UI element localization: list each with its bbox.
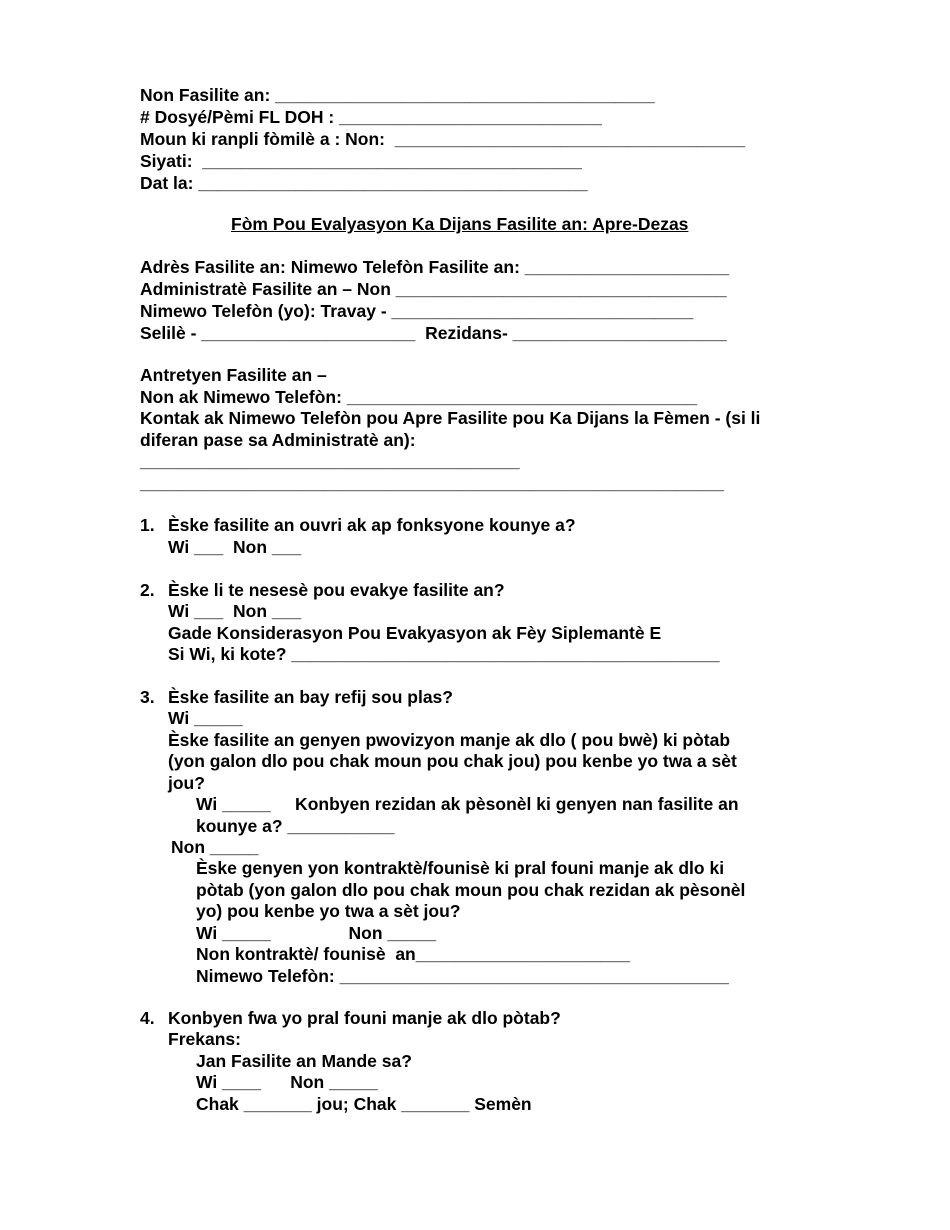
question-3-wi-residents[interactable]: Wi _____ Konbyen rezidan ak pèsonèl ki genyen nan fasilite an — [196, 794, 739, 814]
after-hours-blank-1[interactable]: _______________________________________ — [140, 451, 520, 471]
facility-requested-label: Jan Fasilite an Mande sa? — [196, 1051, 412, 1071]
question-3-contractor-text: Èske genyen yon kontraktè/founisè ki pral founi manje ak dlo ki — [196, 858, 725, 878]
question-2-text: Èske li te nesesè pou evakye fasilite an? — [168, 580, 505, 600]
question-3-sub-text-3: jou? — [168, 773, 205, 793]
question-3-sub-text: Èske fasilite an genyen pwovizyon manje ak dlo ( pou bwè) ki pòtab — [168, 730, 731, 750]
question-3-text: Èske fasilite an bay refij sou plas? — [168, 687, 453, 707]
date-field[interactable]: Dat la: ________________________________________ — [140, 173, 588, 193]
question-1-text: Èske fasilite an ouvri ak ap fonksyone kounye a? — [168, 515, 576, 535]
question-3-residents-count[interactable]: kounye a? ___________ — [196, 816, 395, 836]
question-2-followup[interactable]: Si Wi, ki kote? ____________________________________________ — [168, 644, 720, 664]
maintenance-title: Antretyen Fasilite an – — [140, 365, 327, 385]
facility-name-field[interactable]: Non Fasilite an: _______________________________________ — [140, 85, 655, 105]
question-3-contractor-text-2: pòtab (yon galon dlo pou chak moun pou chak rezidan ak pèsonèl — [196, 880, 746, 900]
question-3-contractor-answer[interactable]: Wi _____ Non _____ — [196, 923, 437, 943]
question-4-answer[interactable]: Wi ____ Non _____ — [196, 1072, 378, 1092]
question-4-text: Konbyen fwa yo pral founi manje ak dlo pòtab? — [168, 1008, 561, 1028]
contractor-name-field[interactable]: Non kontraktè/ founisè an______________________ — [196, 944, 630, 964]
maintenance-name-phone-field[interactable]: Non ak Nimewo Telefòn: ____________________________________ — [140, 387, 698, 407]
frequency-schedule-field[interactable]: Chak _______ jou; Chak _______ Semèn — [196, 1094, 532, 1114]
question-2-note: Gade Konsiderasyon Pou Evakyasyon ak Fèy Siplemantè E — [168, 623, 662, 643]
after-hours-contact-label-2: diferan pase sa Administratè an): — [140, 430, 416, 450]
question-3-contractor-text-3: yo) pou kenbe yo twa a sèt jou? — [196, 901, 461, 921]
question-number: 3. — [140, 687, 155, 707]
question-3-answer[interactable]: Wi _____ — [168, 708, 243, 728]
dossier-field[interactable]: # Dosyé/Pèmi FL DOH : ___________________________ — [140, 107, 602, 127]
form-title: Fòm Pou Evalyasyon Ka Dijans Fasilite an: Apre-Dezas — [231, 214, 689, 234]
after-hours-contact-label: Kontak ak Nimewo Telefòn pou Apre Fasilite pou Ka Dijans la Fèmen - (si li — [140, 408, 761, 428]
after-hours-blank-2[interactable]: ____________________________________________________________ — [140, 473, 724, 493]
question-number: 4. — [140, 1008, 155, 1028]
question-3-non[interactable]: Non _____ — [171, 837, 259, 857]
signature-field[interactable]: Siyati: _______________________________________ — [140, 151, 582, 171]
address-phone-field[interactable]: Adrès Fasilite an: Nimewo Telefòn Fasilite an: _____________________ — [140, 257, 730, 277]
question-number: 2. — [140, 580, 155, 600]
work-phone-field[interactable]: Nimewo Telefòn (yo): Travay - _______________________________ — [140, 301, 694, 321]
frequency-label: Frekans: — [168, 1029, 241, 1049]
question-3-sub-text-2: (yon galon dlo pou chak moun pou chak jou) pou kenbe yo twa a sèt — [168, 751, 737, 771]
question-number: 1. — [140, 515, 155, 535]
cell-home-field[interactable]: Selilè - ______________________ Rezidans- ______________________ — [140, 323, 727, 343]
admin-name-field[interactable]: Administratè Fasilite an – Non __________________________________ — [140, 279, 727, 299]
question-2-answer[interactable]: Wi ___ Non ___ — [168, 601, 302, 621]
filled-by-field[interactable]: Moun ki ranpli fòmilè a : Non: ____________________________________ — [140, 129, 746, 149]
contractor-phone-field[interactable]: Nimewo Telefòn: ________________________________________ — [196, 966, 729, 986]
question-1-answer[interactable]: Wi ___ Non ___ — [168, 537, 302, 557]
